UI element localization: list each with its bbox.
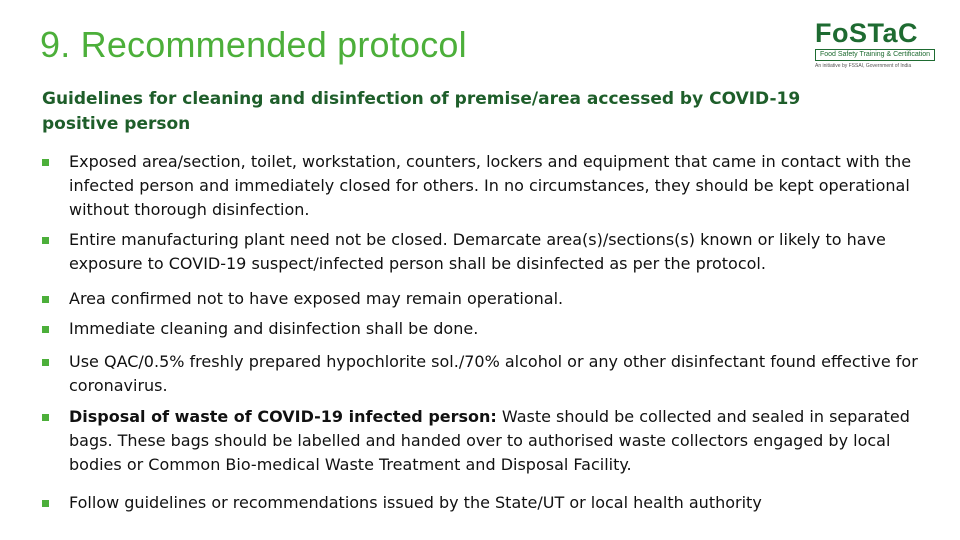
bullet-body: Exposed area/section, toilet, workstation, counters, lockers and equipment that came in contact with the infected person and immediately closed for others. In no circumstances, they should be kept operational without thorough disinfection. — [69, 152, 912, 219]
square-bullet-icon — [42, 326, 49, 333]
bullet-item — [42, 317, 922, 341]
bullet-body: Waste should be collected and sealed in separated bags. These bags should be labelled and handed over to authorised waste collectors engaged by local bodies or Common Bio-medical Waste Treatment and Disposal Facility. — [69, 407, 910, 474]
square-bullet-icon — [42, 500, 49, 507]
square-bullet-icon — [42, 414, 49, 421]
square-bullet-icon — [42, 359, 49, 366]
bullet-text — [69, 228, 922, 276]
logo-subline: An initiative by FSSAI, Government of India — [815, 63, 912, 69]
bullet-item — [42, 405, 922, 477]
bullet-body: Area confirmed not to have exposed may remain operational. — [69, 289, 564, 308]
bullet-item — [42, 287, 922, 311]
bullet-text — [69, 287, 922, 311]
bullet-text — [69, 405, 922, 477]
bullet-text — [69, 491, 922, 515]
square-bullet-icon — [42, 296, 49, 303]
bullet-body: Use QAC/0.5% freshly prepared hypochlorite sol./70% alcohol or any other disinfectant found effective for coronavirus. — [69, 352, 918, 395]
bullet-item — [42, 491, 922, 515]
bullet-text — [69, 350, 922, 398]
bullet-body: Entire manufacturing plant need not be closed. Demarcate area(s)/sections(s) known or likely to have exposure to COVID-19 suspect/infected person shall be disinfected as per the protocol. — [69, 230, 886, 273]
slide-title: 9. Recommended protocol — [40, 24, 467, 65]
bullet-text — [69, 317, 922, 341]
bullet-body: Immediate cleaning and disinfection shall be done. — [69, 319, 479, 338]
bullet-item — [42, 228, 922, 276]
square-bullet-icon — [42, 159, 49, 166]
fostac-logo — [815, 20, 937, 76]
section-heading: Guidelines for cleaning and disinfection of premise/area accessed by COVID-19 positive person — [42, 89, 801, 134]
bullet-lead: Disposal of waste of COVID-19 infected person: — [69, 407, 497, 426]
bullet-item — [42, 350, 922, 398]
bullet-text — [69, 150, 922, 222]
logo-tagline: Food Safety Training & Certification — [815, 49, 935, 61]
bullet-body: Follow guidelines or recommendations issued by the State/UT or local health authority — [69, 493, 762, 512]
bullet-item — [42, 150, 922, 222]
logo-wordmark: FoSTaC — [815, 18, 918, 48]
square-bullet-icon — [42, 237, 49, 244]
